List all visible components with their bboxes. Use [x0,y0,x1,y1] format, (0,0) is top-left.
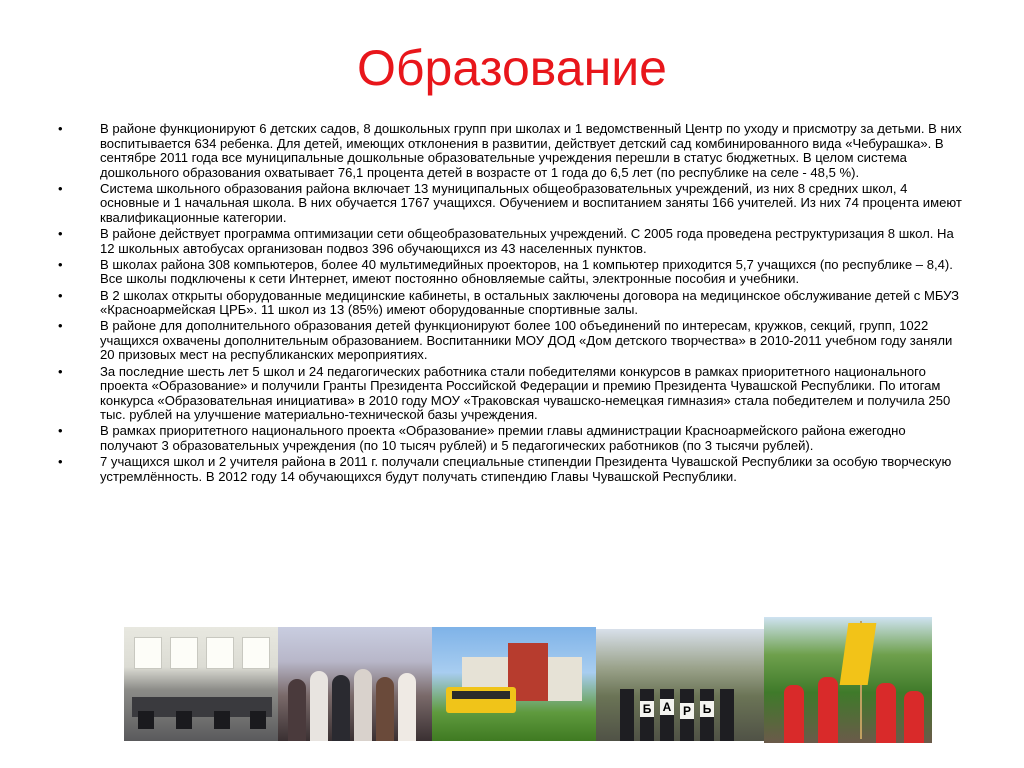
bullet-item [58,455,966,484]
letter-card: Ь [700,701,714,717]
child-shape [660,689,674,741]
bullet-dot-icon: • [58,318,63,334]
bullet-item [58,122,966,180]
bullet-dot-icon: • [58,454,63,470]
child-shape [720,689,734,741]
bullet-text: Система школьного образования района включает 13 муниципальных общеобразовательных учреждений, из них 8 средних школ, 4 основные и 1 начальная школа. В них обучается 1767 учащихся. Обучением и воспитанием заняты 166 учителей. Из них 74 процента имеют квалификационные категории. [100,180,962,226]
yellow-flag-shape [840,623,877,685]
bullet-item [58,258,966,287]
person-shape [784,685,804,743]
bullet-item [58,365,966,423]
person-shape [376,677,394,741]
photo-strip [124,617,932,745]
parade-flag-photo [764,617,932,743]
bullet-text: В 2 школах открыты оборудованные медицинские кабинеты, в остальных заключены договора на медицинское обслуживание детей с МБУЗ «Красноармейская ЦРБ». 11 школ из 13 (85%) имеют оборудованные спортивные залы. [100,287,960,318]
child-shape [620,689,634,741]
bullet-item [58,424,966,453]
bullet-text: В районе действует программа оптимизации сети общеобразовательных учреждений. С 2005 года проведена реструктуризация 8 школ. На 12 школьных автобусах организован подвоз 396 обучающихся из 43 населенных пунктов. [100,226,954,256]
letter-card: Б [640,701,654,717]
school-children-photo [596,629,764,741]
bullet-dot-icon: • [58,423,63,439]
bullet-dot-icon: • [58,363,63,379]
bullet-text: В районе для дополнительного образования детей функционируют более 100 объединений по интересам, кружков, секций, групп, 1022 учащихся охвачены дополнительным образованием. Воспитанники МОУ ДОД «Дом детского творчества» в 2010-2011 учебном году заняли 20 призовых мест на республиканских мероприятиях. [100,318,953,363]
person-shape [288,679,306,741]
bullet-item [58,289,966,318]
bullet-text: За последние шесть лет 5 школ и 24 педагогических работника стали победителями конкурсов в рамках приоритетного национального проекта «Образование» и получили Гранты Президента Российской Федерации и премию Президента Чувашской Республики. По итогам конкурса «Образовательная инициатива» в 2010 году МОУ «Траковская чувашско-немецкая гимназия» стала победителем и получила 250 тыс. рублей на улучшение материально-технической базы учреждения. [100,363,951,423]
bus-window-shape [452,691,510,699]
computer-class-photo [124,627,278,741]
monitor-shape [176,711,192,729]
award-ceremony-photo [278,627,432,741]
bullet-item [58,319,966,363]
bullet-text: В районе функционируют 6 детских садов, 8 дошкольных групп при школах и 1 ведомственный Центр по уходу и присмотру за детьми. В них воспитывается 634 ребенка. Для детей, имеющих отклонения в развитии, действует детский сад комбинированного вида «Чебурашка». В сентябре 2011 года все муниципальные дошкольные образовательные учреждения перешли в статус бюджетных. В целом система дошкольного образования охватывает 76,1 процента детей в возрасте от 1 года до 6,5 лет (по республике на селе - 48,5 %). [100,121,962,180]
bullet-dot-icon: • [58,180,63,196]
bullet-text: В рамках приоритетного национального проекта «Образование» премии главы администрации Красноармейского района ежегодно получают 3 образовательных учреждения (по 10 тысяч рублей) и 5 педагогических работников (по 3 тысячи рублей). [100,423,906,453]
person-shape [332,675,350,741]
person-shape [904,691,924,743]
letter-card: Р [680,703,694,719]
bullet-dot-icon: • [58,226,63,242]
window-shape [242,637,270,669]
window-shape [170,637,198,669]
bullet-dot-icon: • [58,121,63,136]
bullet-text: В школах района 308 компьютеров, более 40 мультимедийных проекторов, на 1 компьютер приходится 5,7 учащихся (по республике – 8,4). Все школы подключены к сети Интернет, имеют постоянно обновляемые сайты, электронные пособия и учебники. [100,256,953,287]
school-bus-photo [432,627,596,741]
monitor-shape [138,711,154,729]
monitor-shape [250,711,266,729]
person-shape [818,677,838,743]
person-shape [310,671,328,741]
bullet-item [58,227,966,256]
slide-title: Образование [357,40,667,96]
monitor-shape [214,711,230,729]
person-shape [876,683,896,743]
window-shape [134,637,162,669]
person-shape [354,669,372,741]
bullet-text: 7 учащихся школ и 2 учителя района в 2011 г. получали специальные стипендии Президента Чувашской Республики за особую творческую устремлённость. В 2012 году 14 обучающихся будут получать стипендию Главы Чувашской Республики. [100,454,952,484]
person-shape [398,673,416,741]
letter-card: А [660,699,674,715]
bullet-item [58,182,966,226]
window-shape [206,637,234,669]
bullet-list [58,122,966,486]
bullet-dot-icon: • [58,287,63,303]
bullet-dot-icon: • [58,256,63,272]
